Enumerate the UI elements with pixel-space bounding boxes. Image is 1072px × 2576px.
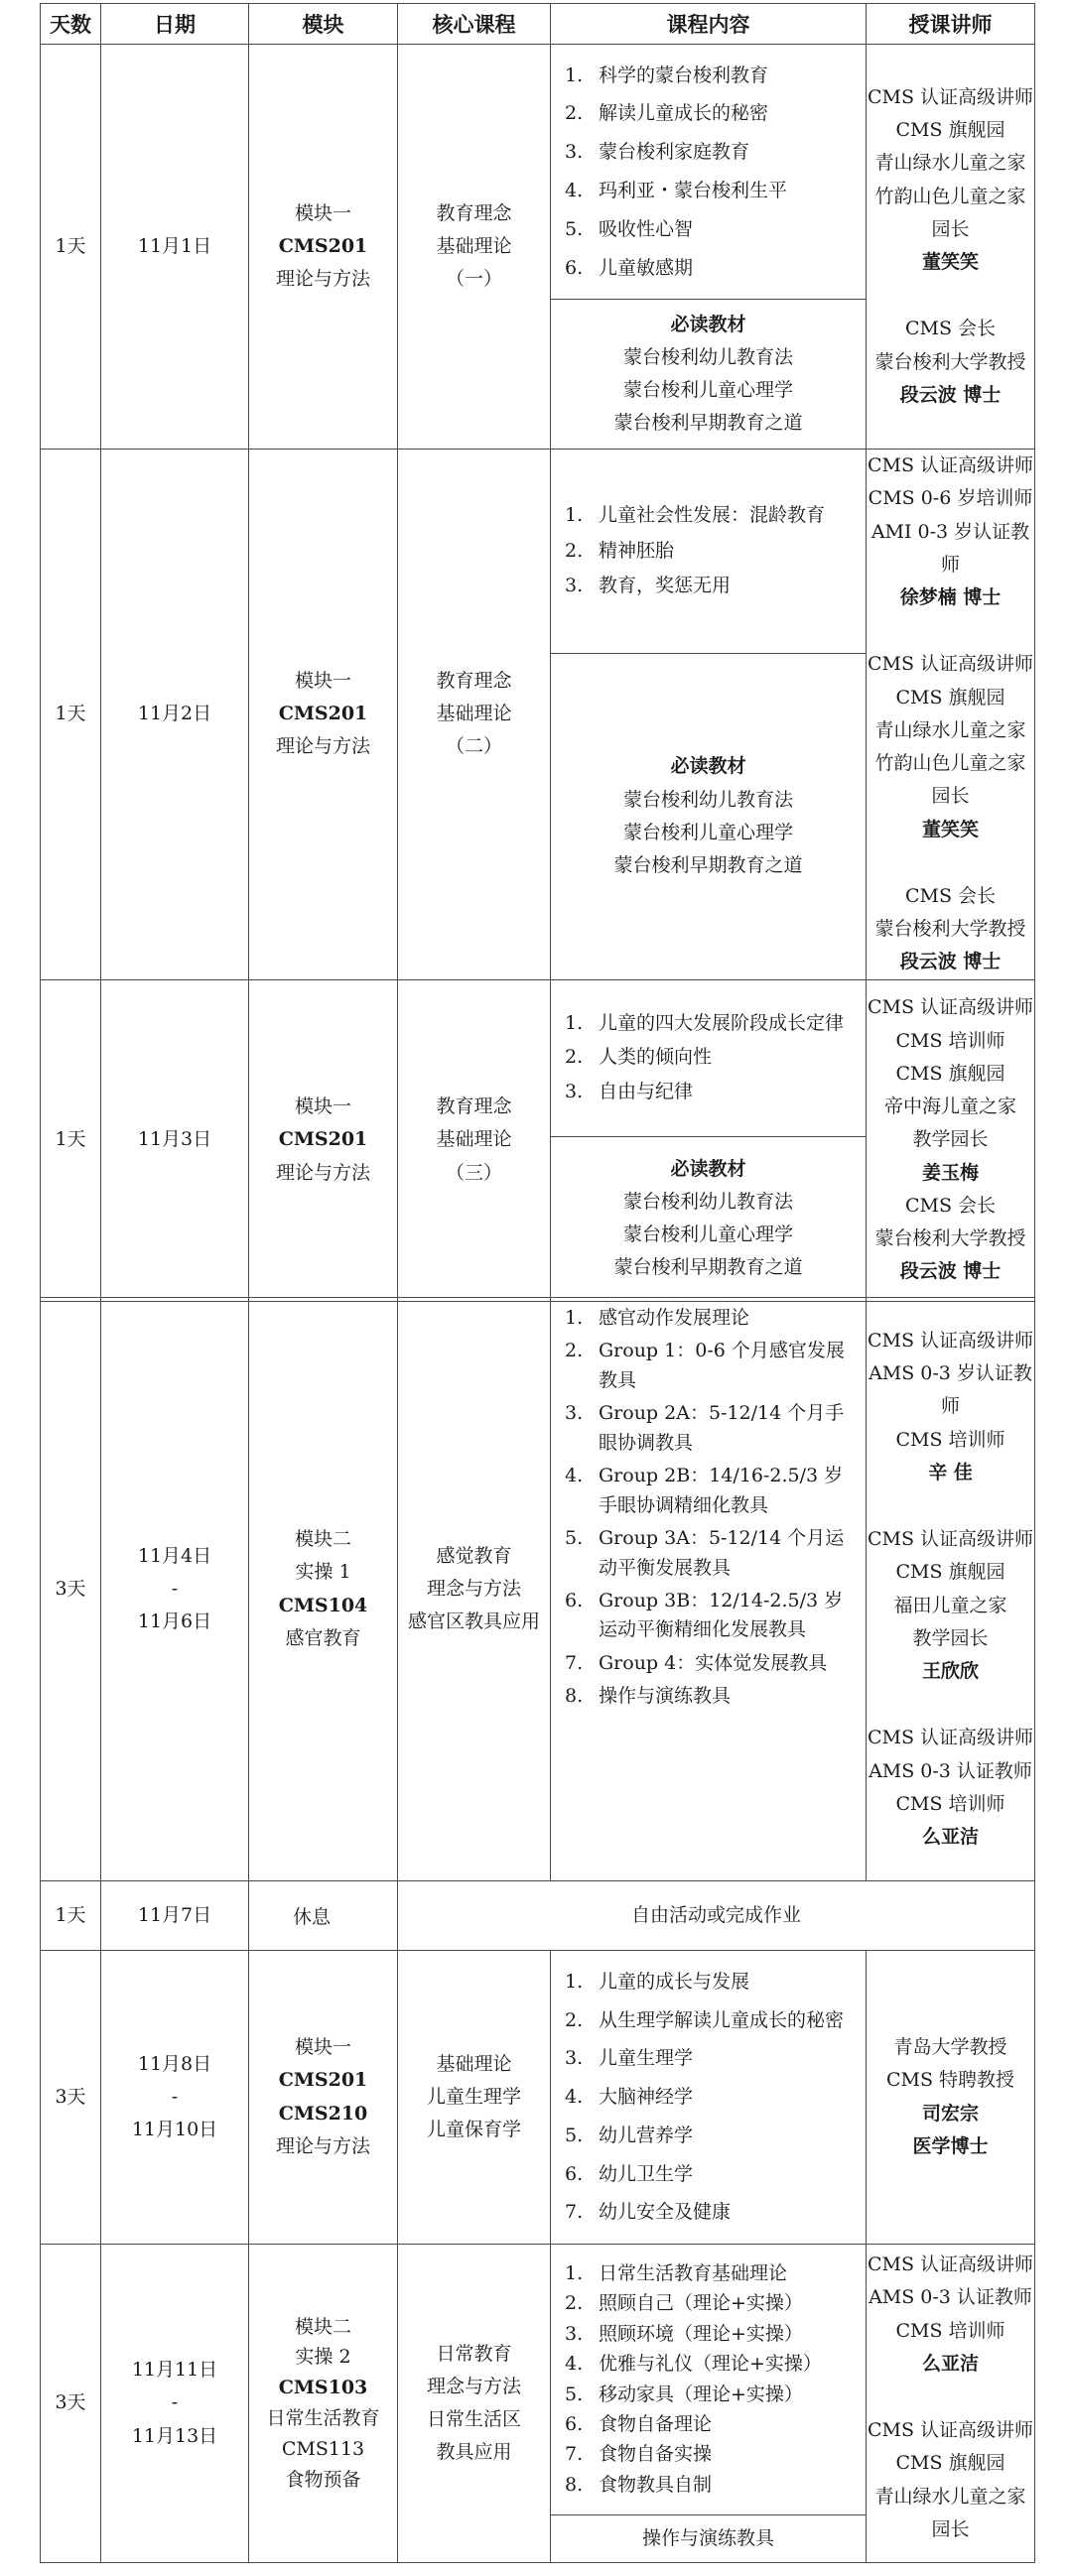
books-title: 必读教材 xyxy=(670,1157,746,1180)
book-item: 蒙台梭利早期教育之道 xyxy=(613,1256,803,1279)
list-item: Group 1：0-6 个月感官发展教具 xyxy=(599,1340,845,1391)
header-row xyxy=(41,4,1035,45)
list-item: 教育，奖惩无用 xyxy=(599,575,732,597)
list-item: 蒙台梭利家庭教育 xyxy=(599,141,750,164)
teacher-line: CMS 会长 xyxy=(904,1194,997,1217)
content-items xyxy=(551,450,866,654)
table-row xyxy=(41,1881,1035,1951)
teacher-line: 青岛大学教授 xyxy=(893,2036,1007,2058)
teacher-name: 董笑笑 xyxy=(921,818,979,840)
content-cell xyxy=(551,450,867,980)
teacher-line: 蒙台梭利大学教授 xyxy=(874,918,1026,940)
list-item: Group 2B：14/16-2.5/3 岁手眼协调精细化教具 xyxy=(599,1465,844,1516)
books-title: 必读教材 xyxy=(670,755,746,778)
required-books xyxy=(551,1137,866,1301)
list-item: 人类的倾向性 xyxy=(599,1046,713,1069)
teacher-line: 竹韵山色儿童之家 xyxy=(874,185,1026,207)
core-line: 基础理论 xyxy=(436,234,512,257)
list-item: 食物自备理论 xyxy=(599,2412,713,2435)
teacher-cell xyxy=(867,2245,1035,2563)
date-line: - xyxy=(171,2085,179,2108)
core-line: （二） xyxy=(445,735,502,758)
module-line: 理论与方法 xyxy=(275,1161,370,1184)
core-line: （一） xyxy=(445,268,502,291)
core-cell xyxy=(398,2245,551,2563)
teacher-line: CMS 培训师 xyxy=(895,2319,1005,2342)
date-line: 11月10日 xyxy=(131,2119,218,2141)
core-cell xyxy=(398,979,551,1301)
table-row xyxy=(41,450,1035,980)
content-items xyxy=(551,2245,866,2515)
module-cell xyxy=(249,1298,398,1881)
date-cell: 11月3日 xyxy=(101,979,249,1301)
core-line: 儿童生理学 xyxy=(426,2085,521,2108)
teacher-name: 段云波 博士 xyxy=(899,1260,1002,1283)
core-line: 基础理论 xyxy=(436,1128,512,1151)
list-item: 科学的蒙台梭利教育 xyxy=(599,64,769,86)
list-item: 解读儿童成长的秘密 xyxy=(599,102,769,125)
header-content: 课程内容 xyxy=(551,4,867,45)
teacher-cell xyxy=(867,45,1035,450)
module-line: 模块一 xyxy=(294,201,351,224)
teacher-name: 董笑笑 xyxy=(921,251,979,274)
teacher-name: 段云波 博士 xyxy=(899,383,1002,406)
content-items xyxy=(551,980,866,1137)
days-cell: 1天 xyxy=(41,45,101,450)
module-cell xyxy=(249,45,398,450)
module-cell: 休息 xyxy=(249,1881,398,1951)
module-code: CMS201 xyxy=(278,703,368,725)
days-cell: 3天 xyxy=(41,1298,101,1881)
teacher-name: 王欣欣 xyxy=(921,1660,979,1682)
days-cell: 3天 xyxy=(41,2245,101,2563)
table-row xyxy=(41,1298,1035,1881)
list-item: 食物教具自制 xyxy=(599,2473,713,2496)
core-line: 基础理论 xyxy=(436,2052,512,2075)
book-item: 蒙台梭利幼儿教育法 xyxy=(622,788,793,811)
teacher-cell xyxy=(867,1951,1035,2245)
list-item: 儿童社会性发展：混龄教育 xyxy=(599,504,826,527)
days-cell: 1天 xyxy=(41,979,101,1301)
list-item: 自由与纪律 xyxy=(599,1080,694,1102)
teacher-name: 医学博士 xyxy=(912,2134,989,2157)
list-item: 幼儿卫生学 xyxy=(599,2162,694,2185)
core-cell xyxy=(398,45,551,450)
date-line: - xyxy=(171,2391,179,2414)
date-cell xyxy=(101,1951,249,2245)
teacher-line: CMS 认证高级讲师 xyxy=(867,1727,1034,1749)
list-item: 感官动作发展理论 xyxy=(599,1307,750,1329)
rest-content-cell: 自由活动或完成作业 xyxy=(398,1881,1035,1951)
table-row xyxy=(41,2245,1035,2563)
list-item: 照顾环境（理论+实操） xyxy=(599,2322,803,2345)
list-item: 幼儿营养学 xyxy=(599,2124,694,2146)
footer-text: 操作与演练教具 xyxy=(641,2526,774,2549)
teacher-line: CMS 培训师 xyxy=(895,1792,1005,1815)
core-line: （三） xyxy=(445,1161,502,1184)
teacher-line: CMS 认证高级讲师 xyxy=(867,2419,1034,2441)
list-item: Group 2A：5-12/14 个月手眼协调教具 xyxy=(599,1402,845,1454)
module-line: 模块一 xyxy=(294,2036,351,2058)
list-item: 移动家具（理论+实操） xyxy=(599,2383,803,2405)
required-books xyxy=(551,300,866,449)
list-item: Group 3A：5-12/14 个月运动平衡发展教具 xyxy=(599,1527,845,1579)
teacher-line: AMS 0-3 认证教师 xyxy=(869,2286,1032,2309)
content-cell xyxy=(551,45,867,450)
teacher-name: 徐梦楠 博士 xyxy=(899,586,1002,608)
teacher-name: 么亚洁 xyxy=(921,1826,979,1848)
teacher-line: CMS 旗舰园 xyxy=(895,1561,1005,1584)
days-cell: 1天 xyxy=(41,450,101,980)
list-item: 照顾自己（理论+实操） xyxy=(599,2292,803,2315)
module-line: 日常生活教育 xyxy=(266,2407,380,2429)
teacher-line: CMS 旗舰园 xyxy=(895,686,1005,708)
content-cell xyxy=(551,2245,867,2563)
core-line: 感觉教育 xyxy=(436,1544,512,1567)
table-row xyxy=(41,1951,1035,2245)
teacher-line: 园长 xyxy=(931,2517,970,2540)
list-item: Group 3B：12/14-2.5/3 岁运动平衡精细化发展教具 xyxy=(599,1589,844,1641)
schedule-table-part2 xyxy=(40,1297,1035,2563)
teacher-line: CMS 会长 xyxy=(904,318,997,340)
module-line: 理论与方法 xyxy=(275,268,370,291)
date-line: 11月13日 xyxy=(131,2424,218,2447)
teacher-line: 福田儿童之家 xyxy=(893,1594,1007,1616)
date-line: 11月6日 xyxy=(137,1610,212,1633)
module-line: 模块二 xyxy=(294,1528,351,1550)
date-cell: 11月1日 xyxy=(101,45,249,450)
teacher-line: CMS 旗舰园 xyxy=(895,2452,1005,2475)
list-item: 吸收性心智 xyxy=(599,217,694,240)
list-item: Group 4：实体觉发展教具 xyxy=(599,1651,828,1674)
teacher-line: CMS 旗舰园 xyxy=(895,119,1005,142)
teacher-line: CMS 认证高级讲师 xyxy=(867,2254,1034,2275)
teacher-line: CMS 认证高级讲师 xyxy=(867,1528,1034,1550)
list-item: 儿童的成长与发展 xyxy=(599,1970,750,1993)
list-item: 食物自备实操 xyxy=(599,2443,713,2466)
module-line: 理论与方法 xyxy=(275,2134,370,2157)
teacher-line: 教学园长 xyxy=(912,1128,989,1151)
list-item: 从生理学解读儿童成长的秘密 xyxy=(599,2008,845,2031)
list-item: 儿童的四大发展阶段成长定律 xyxy=(599,1011,845,1034)
header-module: 模块 xyxy=(249,4,398,45)
teacher-line: CMS 0-6 岁培训师 xyxy=(868,487,1033,510)
book-item: 蒙台梭利幼儿教育法 xyxy=(622,345,793,368)
date-cell: 11月2日 xyxy=(101,450,249,980)
content-cell xyxy=(551,1298,867,1881)
teacher-line: CMS 认证高级讲师 xyxy=(867,454,1034,476)
core-cell xyxy=(398,1298,551,1881)
teacher-line: 教学园长 xyxy=(912,1626,989,1649)
module-line: 实操 1 xyxy=(295,1561,351,1584)
module-line: CMS113 xyxy=(281,2437,365,2460)
teacher-cell xyxy=(867,1298,1035,1881)
teacher-line: AMS 0-3 岁认证教师 xyxy=(869,1362,1032,1418)
list-item: 精神胚胎 xyxy=(599,539,675,562)
core-line: 基础理论 xyxy=(436,703,512,725)
module-line: 模块二 xyxy=(294,2315,351,2338)
teacher-line: CMS 旗舰园 xyxy=(895,1062,1005,1085)
teacher-name: 么亚洁 xyxy=(921,2352,979,2375)
teacher-line: CMS 认证高级讲师 xyxy=(867,85,1034,108)
book-item: 蒙台梭利早期教育之道 xyxy=(613,412,803,435)
teacher-line: 青山绿水儿童之家 xyxy=(874,718,1026,741)
module-code: CMS201 xyxy=(278,234,368,257)
date-line: - xyxy=(171,1577,179,1600)
core-line: 理念与方法 xyxy=(426,1577,521,1600)
date-cell xyxy=(101,2245,249,2563)
header-date: 日期 xyxy=(101,4,249,45)
teacher-line: 帝中海儿童之家 xyxy=(883,1095,1016,1118)
book-item: 蒙台梭利早期教育之道 xyxy=(613,854,803,876)
teacher-name: 辛 佳 xyxy=(928,1461,973,1483)
books-title: 必读教材 xyxy=(670,313,746,335)
module-cell xyxy=(249,2245,398,2563)
teacher-line: 青山绿水儿童之家 xyxy=(874,2485,1026,2508)
list-item: 优雅与礼仪（理论+实操） xyxy=(599,2353,822,2376)
content-footer xyxy=(551,2515,866,2562)
schedule-table-part1 xyxy=(40,3,1035,1302)
teacher-cell xyxy=(867,979,1035,1301)
module-cell xyxy=(249,979,398,1301)
date-cell: 11月7日 xyxy=(101,1881,249,1951)
teacher-line: AMI 0-3 岁认证教师 xyxy=(871,520,1030,576)
core-line: 儿童保育学 xyxy=(426,2119,521,2141)
core-line: 教具应用 xyxy=(436,2441,512,2464)
core-cell xyxy=(398,1951,551,2245)
book-item: 蒙台梭利儿童心理学 xyxy=(622,1224,793,1245)
core-line: 感官区教具应用 xyxy=(407,1610,540,1633)
module-line: 感官教育 xyxy=(285,1626,361,1649)
module-code: CMS104 xyxy=(278,1594,368,1616)
core-line: 教育理念 xyxy=(436,1095,512,1118)
teacher-cell xyxy=(867,450,1035,980)
module-code: CMS201 xyxy=(278,1128,368,1151)
teacher-line: CMS 认证高级讲师 xyxy=(867,653,1034,676)
module-code: CMS210 xyxy=(278,2102,368,2125)
date-line: 11月8日 xyxy=(137,2052,212,2075)
module-line: 理论与方法 xyxy=(275,735,370,758)
teacher-line: 蒙台梭利大学教授 xyxy=(874,350,1026,373)
table-row xyxy=(41,45,1035,450)
core-line: 日常生活区 xyxy=(426,2408,521,2430)
book-item: 蒙台梭利儿童心理学 xyxy=(622,379,793,401)
date-line: 11月4日 xyxy=(137,1544,212,1567)
core-line: 教育理念 xyxy=(436,669,512,692)
date-line: 11月11日 xyxy=(131,2359,218,2382)
module-line: 实操 2 xyxy=(295,2346,351,2369)
teacher-line: 园长 xyxy=(931,785,970,808)
teacher-name: 司宏宗 xyxy=(921,2102,979,2125)
list-item: 操作与演练教具 xyxy=(599,1685,732,1708)
table-row xyxy=(41,979,1035,1301)
content-cell xyxy=(551,979,867,1301)
required-books xyxy=(551,654,866,979)
list-item: 儿童生理学 xyxy=(599,2047,694,2070)
module-cell xyxy=(249,450,398,980)
teacher-line: CMS 培训师 xyxy=(895,1029,1005,1052)
days-cell: 1天 xyxy=(41,1881,101,1951)
list-item: 日常生活教育基础理论 xyxy=(599,2261,788,2284)
core-line: 教育理念 xyxy=(436,201,512,224)
list-item: 儿童敏感期 xyxy=(599,256,694,279)
list-item: 大脑神经学 xyxy=(599,2086,694,2109)
module-line: 食物预备 xyxy=(285,2468,361,2491)
header-teacher: 授课讲师 xyxy=(867,4,1035,45)
teacher-line: CMS 认证高级讲师 xyxy=(867,996,1034,1019)
core-line: 理念与方法 xyxy=(426,2375,521,2397)
module-code: CMS201 xyxy=(278,2069,368,2092)
module-code: CMS103 xyxy=(278,2377,368,2399)
teacher-line: AMS 0-3 认证教师 xyxy=(869,1759,1032,1782)
module-line: 模块一 xyxy=(294,1095,351,1118)
teacher-name: 姜玉梅 xyxy=(921,1161,979,1184)
teacher-line: CMS 会长 xyxy=(904,884,997,907)
teacher-line: CMS 培训师 xyxy=(895,1428,1005,1451)
days-cell: 3天 xyxy=(41,1951,101,2245)
teacher-line: 竹韵山色儿童之家 xyxy=(874,752,1026,774)
module-cell xyxy=(249,1951,398,2245)
teacher-line: 青山绿水儿童之家 xyxy=(874,152,1026,175)
header-days: 天数 xyxy=(41,4,101,45)
teacher-line: CMS 特聘教授 xyxy=(885,2069,1015,2092)
book-item: 蒙台梭利儿童心理学 xyxy=(622,821,793,843)
teacher-name: 段云波 博士 xyxy=(899,951,1002,973)
content-cell xyxy=(551,1951,867,2245)
core-line: 日常教育 xyxy=(436,2342,512,2365)
book-item: 蒙台梭利幼儿教育法 xyxy=(622,1190,793,1213)
header-core: 核心课程 xyxy=(398,4,551,45)
teacher-line: 园长 xyxy=(931,217,970,240)
list-item: 玛利亚・蒙台梭利生平 xyxy=(599,180,788,201)
teacher-line: 蒙台梭利大学教授 xyxy=(874,1227,1026,1250)
core-cell xyxy=(398,450,551,980)
teacher-line: CMS 认证高级讲师 xyxy=(867,1329,1034,1352)
date-cell xyxy=(101,1298,249,1881)
module-line: 模块一 xyxy=(294,669,351,692)
list-item: 幼儿安全及健康 xyxy=(599,2201,732,2224)
content-items xyxy=(551,45,866,300)
